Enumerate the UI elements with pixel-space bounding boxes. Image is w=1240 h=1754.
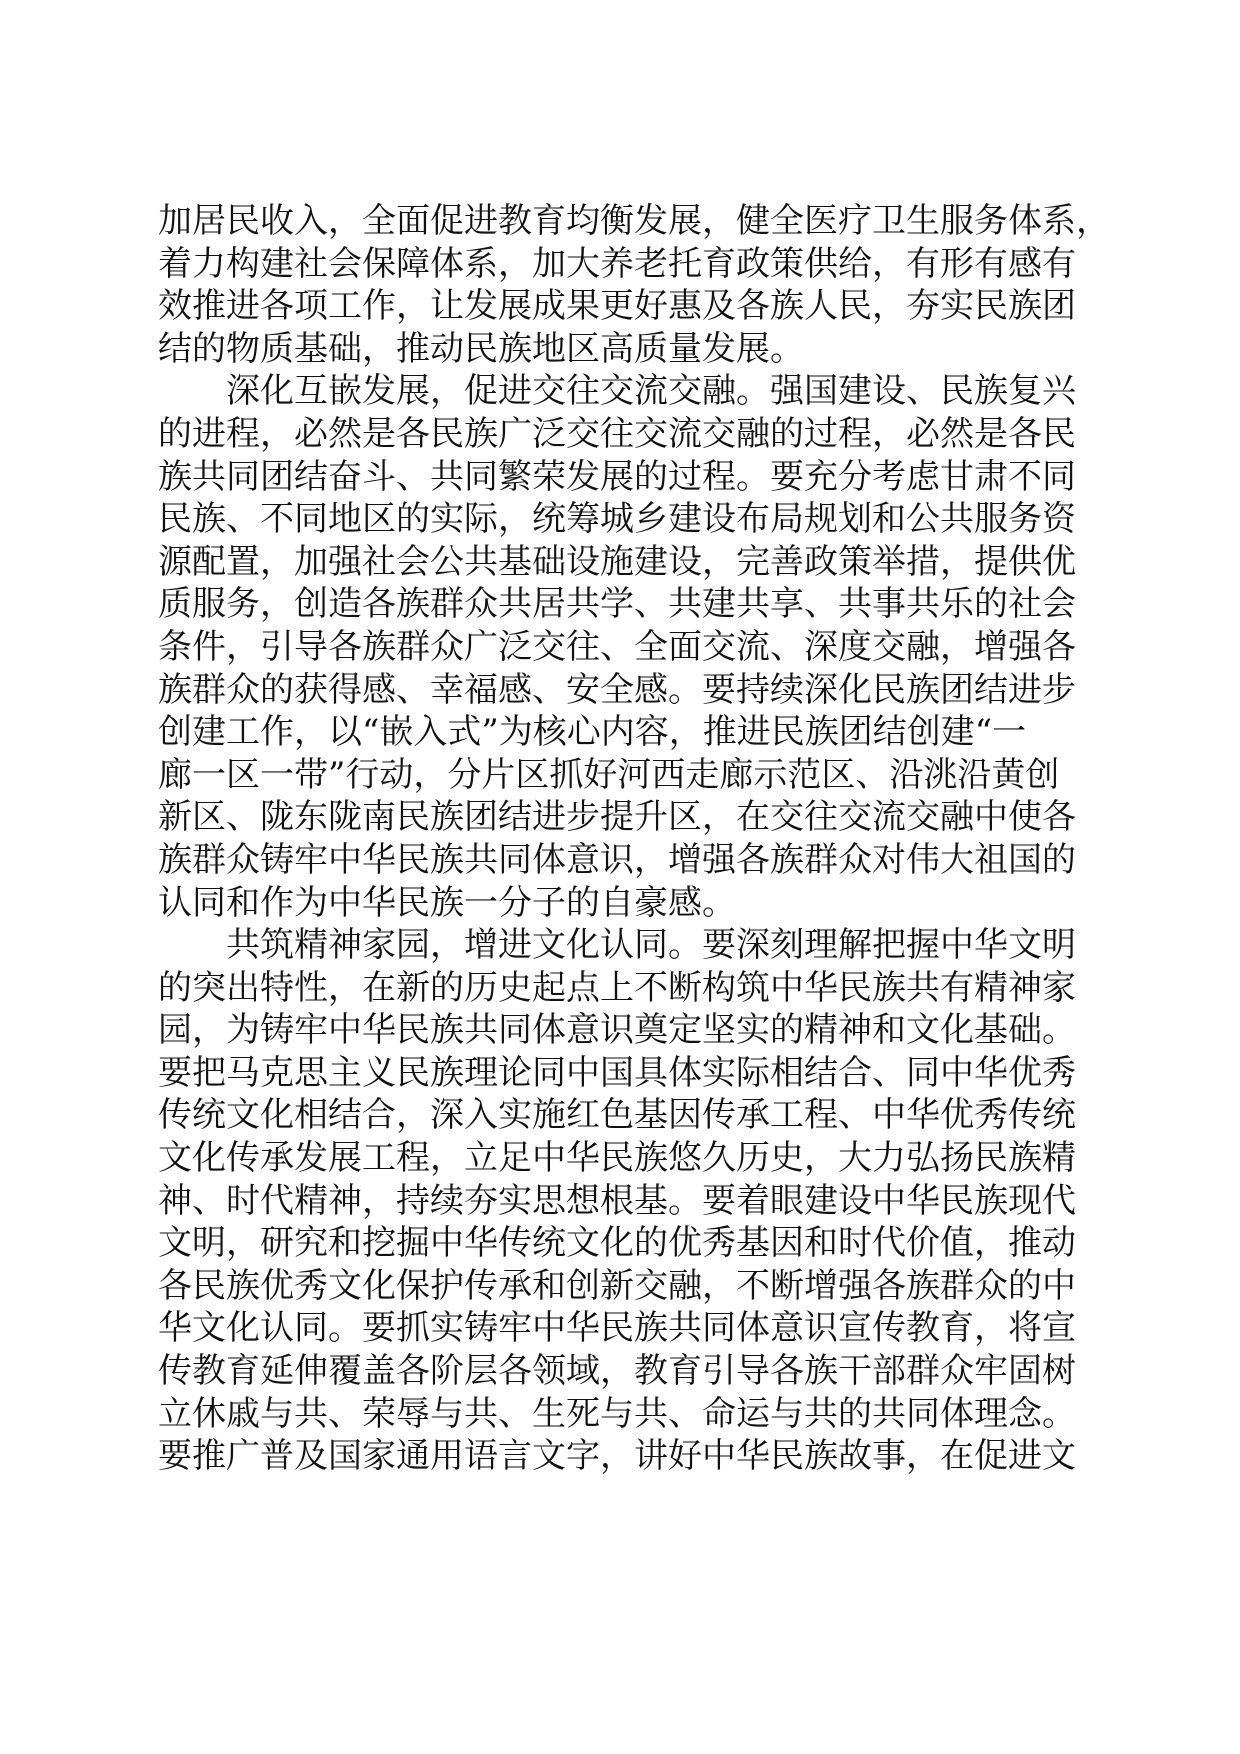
text-line: 认同和作为中华民族一分子的自豪感。 bbox=[158, 882, 736, 923]
paragraph-start-line: 深化互嵌发展，促进交往交流交融。强国建设、民族复兴 bbox=[158, 371, 1076, 412]
text-line: 民族、不同地区的实际，统筹城乡建设布局规划和公共服务资 bbox=[158, 499, 1076, 540]
text-line: 要把马克思主义民族理论同中国具体实际相结合、同中华优秀 bbox=[158, 1052, 1076, 1093]
text-line: 着力构建社会保障体系，加大养老托育政策供给，有形有感有 bbox=[158, 243, 1076, 284]
text-line: 族群众铸牢中华民族共同体意识，增强各族群众对伟大祖国的 bbox=[158, 839, 1076, 880]
text-line: 创建工作，以“嵌入式”为核心内容，推进民族团结创建“一 bbox=[158, 712, 1027, 753]
text-line: 效推进各项工作，让发展成果更好惠及各族人民，夯实民族团 bbox=[158, 286, 1076, 327]
text-line: 加居民收入，全面促进教育均衡发展，健全医疗卫生服务体系， bbox=[158, 201, 1110, 241]
text-line: 传教育延伸覆盖各阶层各领域，教育引导各族干部群众牢固树 bbox=[158, 1351, 1076, 1392]
text-line: 的突出特性，在新的历史起点上不断构筑中华民族共有精神家 bbox=[158, 967, 1076, 1008]
text-line: 神、时代精神，持续夯实思想根基。要着眼建设中华民族现代 bbox=[158, 1180, 1076, 1221]
text-line: 质服务，创造各族群众共居共学、共建共享、共事共乐的社会 bbox=[158, 584, 1076, 625]
text-line: 各民族优秀文化保护传承和创新交融，不断增强各族群众的中 bbox=[158, 1265, 1076, 1306]
text-line: 立休戚与共、荣辱与共、生死与共、命运与共的共同体理念。 bbox=[158, 1393, 1076, 1434]
text-line: 文化传承发展工程，立足中华民族悠久历史，大力弘扬民族精 bbox=[158, 1138, 1076, 1179]
text-line: 廊一区一带”行动，分片区抓好河西走廊示范区、沿洮沿黄创 bbox=[158, 754, 1060, 795]
text-line: 源配置，加强社会公共基础设施建设，完善政策举措，提供优 bbox=[158, 541, 1076, 582]
text-line: 要推广普及国家通用语言文字，讲好中华民族故事，在促进文 bbox=[158, 1436, 1076, 1477]
text-line: 条件，引导各族群众广泛交往、全面交流、深度交融，增强各 bbox=[158, 626, 1076, 667]
text-line: 园，为铸牢中华民族共同体意识奠定坚实的精神和文化基础。 bbox=[158, 1010, 1076, 1051]
body-text bbox=[158, 200, 1110, 1478]
text-line: 族共同团结奋斗、共同繁荣发展的过程。要充分考虑甘肃不同 bbox=[158, 456, 1076, 497]
text-line: 传统文化相结合，深入实施红色基因传承工程、中华优秀传统 bbox=[158, 1095, 1076, 1136]
text-line: 族群众的获得感、幸福感、安全感。要持续深化民族团结进步 bbox=[158, 669, 1076, 710]
text-line: 文明，研究和挖掘中华传统文化的优秀基因和时代价值，推动 bbox=[158, 1223, 1076, 1264]
text-line: 华文化认同。要抓实铸牢中华民族共同体意识宣传教育，将宣 bbox=[158, 1308, 1076, 1349]
text-line: 新区、陇东陇南民族团结进步提升区，在交往交流交融中使各 bbox=[158, 797, 1076, 838]
paragraph-start-line: 共筑精神家园，增进文化认同。要深刻理解把握中华文明 bbox=[158, 925, 1076, 966]
text-line: 的进程，必然是各民族广泛交往交流交融的过程，必然是各民 bbox=[158, 413, 1076, 454]
text-line: 结的物质基础，推动民族地区高质量发展。 bbox=[158, 328, 804, 369]
